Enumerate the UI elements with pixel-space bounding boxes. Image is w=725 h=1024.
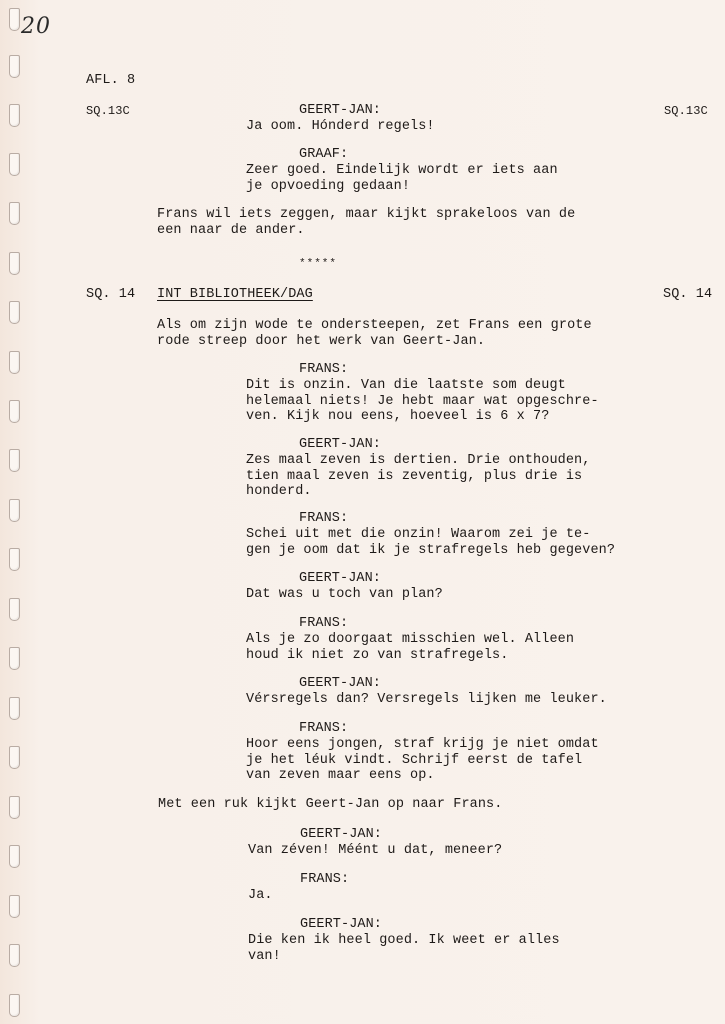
- handwritten-page-number: 20: [21, 14, 51, 39]
- character-cue: GRAAF:: [299, 147, 349, 162]
- binder-hole: [9, 449, 20, 472]
- binder-hole: [9, 55, 20, 78]
- binder-hole: [9, 301, 20, 324]
- binder-hole: [9, 944, 20, 967]
- dialogue: Als je zo doorgaat misschien wel. Alleen houd ik niet zo van strafregels.: [246, 632, 575, 663]
- dialogue: Ja oom. Hónderd regels!: [246, 119, 435, 134]
- binder-hole: [9, 548, 20, 571]
- binder-hole: [9, 499, 20, 522]
- dialogue: Ja.: [248, 888, 273, 903]
- action-line: Frans wil iets zeggen, maar kijkt sprakeloos van de een naar de ander.: [157, 207, 576, 238]
- character-cue: GEERT-JAN:: [300, 917, 383, 932]
- binder-holes: [9, 0, 25, 1024]
- dialogue: Zes maal zeven is dertien. Drie onthouden, tien maal zeven is zeventig, plus drie is honderd.: [246, 453, 591, 499]
- action-line: Met een ruk kijkt Geert-Jan op naar Frans.: [158, 797, 503, 812]
- dialogue: Schei uit met die onzin! Waarom zei je te- gen je oom dat ik je strafregels heb gegeven?: [246, 527, 616, 558]
- character-cue: GEERT-JAN:: [299, 437, 382, 452]
- dialogue: Dit is onzin. Van die laatste som deugt helemaal niets! Je hebt maar wat opgeschre- ven. Kijk nou eens, hoeveel is 6 x 7?: [246, 378, 599, 424]
- character-cue: GEERT-JAN:: [299, 676, 382, 691]
- binder-hole: [9, 153, 20, 176]
- binder-hole: [9, 104, 20, 127]
- binder-hole: [9, 697, 20, 720]
- scene-number-left: SQ.13C: [86, 104, 130, 118]
- action-line: Als om zijn wode te ondersteepen, zet Frans een grote rode streep door het werk van Geert-Jan.: [157, 318, 592, 349]
- character-cue: FRANS:: [299, 616, 349, 631]
- dialogue: Van zéven! Méént u dat, meneer?: [248, 843, 503, 858]
- binder-hole: [9, 796, 20, 819]
- dialogue: Dat was u toch van plan?: [246, 587, 443, 602]
- binder-hole: [9, 202, 20, 225]
- binder-hole: [9, 8, 20, 31]
- binder-hole: [9, 647, 20, 670]
- character-cue: FRANS:: [300, 872, 350, 887]
- binder-hole: [9, 746, 20, 769]
- scene-heading: INT BIBLIOTHEEK/DAG: [157, 287, 313, 302]
- binder-hole: [9, 252, 20, 275]
- character-cue: FRANS:: [299, 511, 349, 526]
- scene-number-right: SQ.13C: [664, 104, 708, 118]
- binder-hole: [9, 994, 20, 1017]
- character-cue: FRANS:: [299, 721, 349, 736]
- character-cue: GEERT-JAN:: [299, 571, 382, 586]
- binder-hole: [9, 895, 20, 918]
- binder-hole: [9, 400, 20, 423]
- character-cue: GEERT-JAN:: [300, 827, 383, 842]
- binder-hole: [9, 351, 20, 374]
- scene-number-left: SQ. 14: [86, 287, 136, 302]
- dialogue: Hoor eens jongen, straf krijg je niet omdat je het léuk vindt. Schrijf eerst de tafel van zeven maar eens op.: [246, 737, 599, 783]
- character-cue: FRANS:: [299, 362, 349, 377]
- dialogue: Vérsregels dan? Versregels lijken me leuker.: [246, 692, 607, 707]
- binder-hole: [9, 598, 20, 621]
- binder-hole: [9, 845, 20, 868]
- scene-number-right: SQ. 14: [663, 287, 713, 302]
- dialogue: Die ken ik heel goed. Ik weet er alles van!: [248, 933, 560, 964]
- character-cue: GEERT-JAN:: [299, 103, 382, 118]
- episode-label: AFL. 8: [86, 73, 136, 88]
- scene-separator: *****: [299, 258, 338, 270]
- dialogue: Zeer goed. Eindelijk wordt er iets aan je opvoeding gedaan!: [246, 163, 558, 194]
